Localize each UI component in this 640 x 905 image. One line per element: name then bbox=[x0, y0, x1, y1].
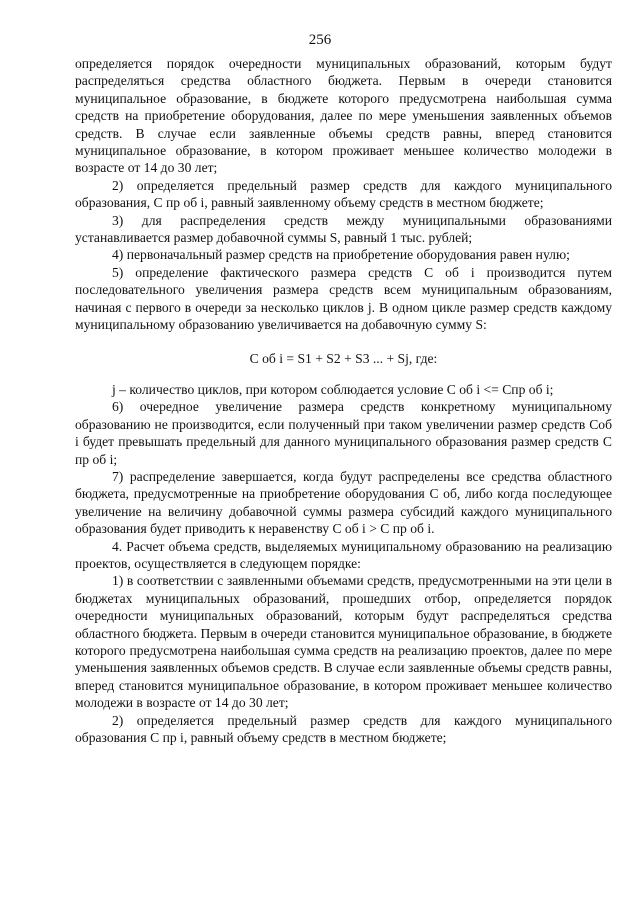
paragraph-item-7: 7) распределение завершается, когда будут распределены все средства областного бюджета, предусмотренные на приобретение оборудования С об, либо когда последующее увеличение на величину добавочной суммы размера субсидий каждого муниципального образования будет приводить к неравенству С об i > С пр об i. bbox=[75, 468, 612, 537]
paragraph-item-4: 4) первоначальный размер средств на приобретение оборудования равен нулю; bbox=[112, 247, 570, 263]
page-number: 256 bbox=[308, 32, 332, 48]
section-4-heading: 4. Расчет объема средств, выделяемых муниципальному образованию на реализацию проектов, осуществляется в следующем порядке: bbox=[75, 538, 612, 571]
paragraph-item-3: 3) для распределения средств между муниципальными образованиями устанавливается размер добавочной суммы S, равный 1 тыс. рублей; bbox=[75, 212, 612, 246]
section-4-item-2: 2) определяется предельный размер средств для каждого муниципального образования С пр i, равный объему средств в местном бюджете; bbox=[75, 712, 612, 746]
formula: С об i = S1 + S2 + S3 ... + Sj, где: bbox=[249, 350, 438, 366]
document-body bbox=[75, 55, 612, 746]
paragraph-item-6: 6) очередное увеличение размера средств конкретному муниципальному образованию не производится, если полученный при таком увеличении размер средств Соб i будет превышать предельный для данного муниципального образования размер средств С пр об i; bbox=[75, 399, 612, 467]
paragraph-item-5: 5) определение фактического размера средств С об i производится путем последовательного увеличения размера средств всем муниципальным образованиям, начиная с первого в очереди за несколько циклов j. В одном цикле размер средств каждому муниципальному образованию увеличивается на добавочную сумму S: bbox=[75, 264, 612, 333]
paragraph-item-2: 2) определяется предельный размер средств для каждого муниципального образования, С пр об i, равный заявленному объему средств в местном бюджете; bbox=[75, 177, 612, 211]
paragraph-continuation: определяется порядок очередности муниципальных образований, которым будут распределяться средства областного бюджета. Первым в очереди становится муниципальное образование, в бюджете которого предусмотрена наибольшая сумма средств на приобретение оборудования, далее по мере уменьшения заявленных объемов средств. В случае если заявленные объемы средств равны, вперед становится муниципальное образование, в котором проживает меньшее количество молодежи в возрасте от 14 до 30 лет; bbox=[75, 56, 612, 176]
formula-explanation: j – количество циклов, при котором соблюдается условие С об i <= Спр об i; bbox=[112, 381, 554, 397]
section-4-item-1: 1) в соответствии с заявленными объемами средств, предусмотренными на эти цели в бюджетах муниципальных образований, прошедших отбор, определяется порядок очередности муниципальных образований, которым будут распределяться средства областного бюджета. Первым в очереди становится муниципальное образование, в бюджете которого предусмотрена наибольшая сумма средств на реализацию проектов, далее по мере уменьшения заявленных объемов средств. В случае если заявленные объемы средств равны, вперед становится муниципальное образование, в котором проживает меньшее количество молодежи в возрасте от 14 до 30 лет; bbox=[75, 573, 612, 711]
